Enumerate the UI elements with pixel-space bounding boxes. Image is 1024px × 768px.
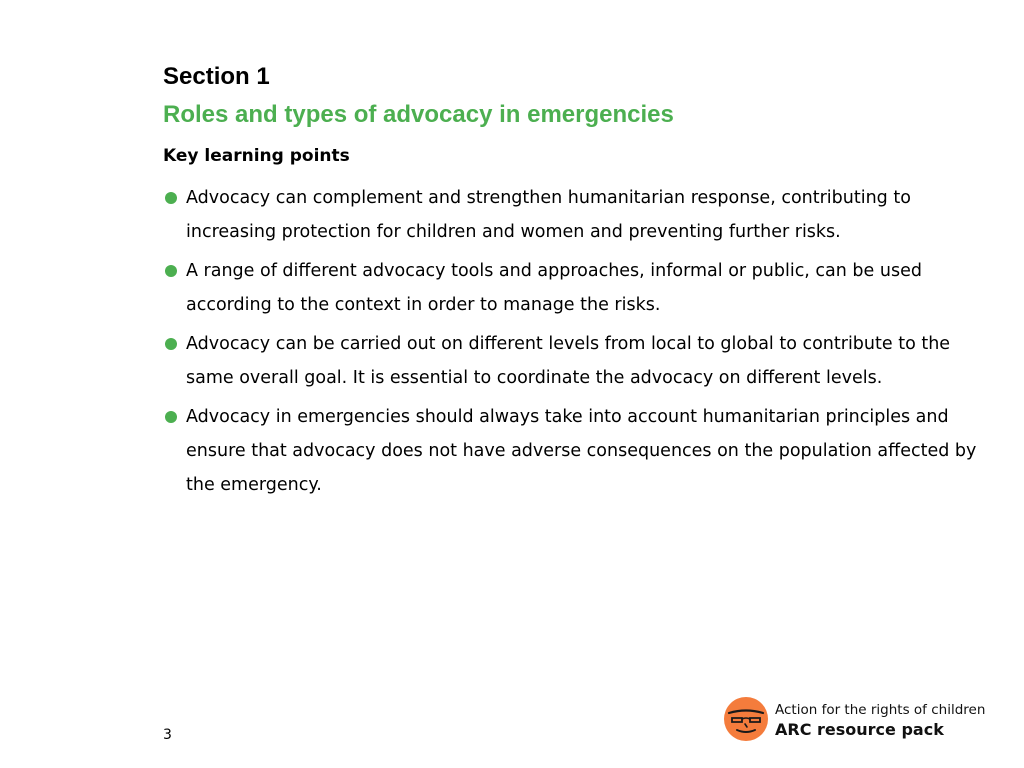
learning-point-text: Advocacy can be carried out on different levels from local to global to contribute to the same overall goal. It is essential to coordinate the advocacy on different levels. [186,334,951,388]
page-number: 3 [163,727,172,743]
arc-logo [723,694,986,744]
learning-point [163,400,983,502]
learning-point-text: A range of different advocacy tools and approaches, informal or public, can be used according to the context in order to manage the risks. [186,261,922,315]
bullet-dot-icon [165,265,177,277]
learning-point [163,254,983,322]
learning-point [163,327,983,395]
learning-point-text: Advocacy can complement and strengthen humanitarian response, contributing to increasing protection for children and women and preventing further risks. [186,188,911,242]
logo-tagline: Action for the rights of children [775,702,986,718]
learning-point [163,181,983,249]
bullet-dot-icon [165,338,177,350]
learning-point-text: Advocacy in emergencies should always take into account humanitarian principles and ensure that advocacy does not have adverse consequences on the population affected by the emergency. [186,407,977,495]
learning-points-list [163,181,983,507]
logo-title: ARC resource pack [775,720,944,739]
bullet-dot-icon [165,411,177,423]
bullet-dot-icon [165,192,177,204]
section-title: Section 1 [163,63,270,90]
arc-face-logo-icon [723,696,769,742]
section-subtitle: Roles and types of advocacy in emergencies [163,101,674,128]
key-learning-heading: Key learning points [163,146,350,166]
